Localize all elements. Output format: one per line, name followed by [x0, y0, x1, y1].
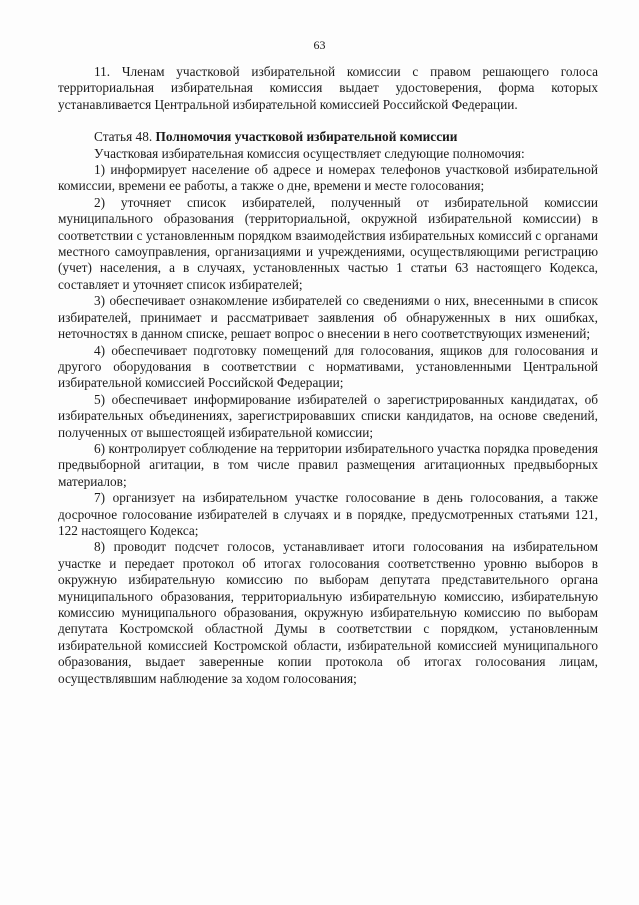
lead-paragraph: Участковая избирательная комиссия осуществляет следующие полномочия:: [94, 145, 525, 161]
document-body: [58, 64, 598, 687]
list-item-3: 3) обеспечивает ознакомление избирателей со сведениями о них, внесенными в список избирателей, принимает и рассматривает заявления об обнаруженных в них ошибках, неточностях в данном списке, решает вопрос о внесении в него соответствующих изменений;: [58, 293, 598, 342]
list-item-5: 5) обеспечивает информирование избирателей о зарегистрированных кандидатах, об избирательных объединениях, зарегистрировавших списки кандидатов, на основе сведений, полученных от вышестоящей избирательной комиссии;: [58, 391, 598, 440]
list-item-1: 1) информирует население об адресе и номерах телефонов участковой избирательной комиссии, времени ее работы, а также о дне, времени и месте голосования;: [58, 162, 598, 194]
article-heading: [58, 129, 598, 145]
list-item-8: 8) проводит подсчет голосов, устанавливает итоги голосования на избирательном участке и передает протокол об итогах голосования соответственно уровню выборов в окружную избирательную комиссию по выборам депутата представительного органа муниципального образования, территориальную избирательную комиссию, избирательную комиссию муниципального образования, окружную избирательную комиссию по выборам депутата Костромской областной Думы в соответствии с порядком, установленным избирательной комиссией Костромской области, избирательной комиссией муниципального образования, выдает заверенные копии протокола об итогах голосования лицам, осуществлявшим наблюдение за ходом голосования;: [58, 539, 598, 686]
list-item-6: 6) контролирует соблюдение на территории избирательного участка порядка проведения предвыборной агитации, в том числе правил размещения агитационных предвыборных материалов;: [58, 440, 598, 489]
article-number: Статья 48.: [94, 129, 153, 145]
intro-paragraph: 11. Членам участковой избирательной комиссии с правом решающего голоса территориальная избирательная комиссия выдает удостоверения, форма которых устанавливается Центральной избирательной комиссией Российской Федерации.: [58, 64, 598, 112]
list-item-2: 2) уточняет список избирателей, полученный от избирательной комиссии муниципального образования (территориальной, окружной избирательной комиссии) в соответствии с установленным порядком взаимодействия избирательных комиссий с органами местного самоуправления, организациями и учреждениями, осуществляющими регистрацию (учет) населения, а в случаях, установленных частью 1 статьи 63 настоящего Кодекса, составляет и уточняет список избирателей;: [58, 194, 598, 292]
list-item-7: 7) организует на избирательном участке голосование в день голосования, а также досрочное голосование избирателей в случаях и в порядке, предусмотренных статьями 121, 122 настоящего Кодекса;: [58, 490, 598, 538]
list-item-4: 4) обеспечивает подготовку помещений для голосования, ящиков для голосования и другого оборудования в соответствии с нормативами, установленными Центральной избирательной комиссией Российской Федерации;: [58, 342, 598, 391]
page-number: 63: [313, 38, 326, 52]
article-title: Полномочия участковой избирательной комиссии: [155, 129, 458, 145]
